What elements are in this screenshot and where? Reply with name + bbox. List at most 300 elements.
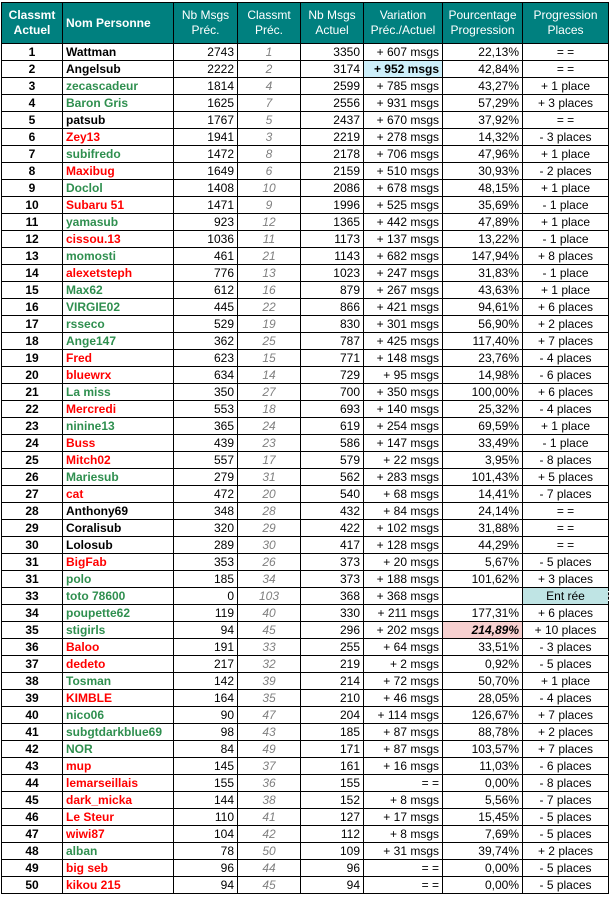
prev-msgs-cell: 1472 bbox=[174, 146, 238, 163]
cur-msgs-cell: 219 bbox=[301, 656, 364, 673]
name-cell: BigFab bbox=[63, 554, 174, 571]
pct-cell: 43,63% bbox=[443, 282, 523, 299]
name-cell: nico06 bbox=[63, 707, 174, 724]
variation-cell: + 64 msgs bbox=[364, 639, 443, 656]
cur-msgs-cell: 540 bbox=[301, 486, 364, 503]
pct-cell: 43,27% bbox=[443, 78, 523, 95]
variation-cell: + 17 msgs bbox=[364, 809, 443, 826]
prog-cell: - 4 places bbox=[523, 350, 609, 367]
table-row bbox=[2, 129, 609, 146]
rank-cell: 41 bbox=[2, 724, 63, 741]
prev-msgs-cell: 1625 bbox=[174, 95, 238, 112]
table-row bbox=[2, 503, 609, 520]
rank-cell: 14 bbox=[2, 265, 63, 282]
prog-cell: - 6 places bbox=[523, 758, 609, 775]
table-row bbox=[2, 435, 609, 452]
header-rank: Classmt Actuel bbox=[2, 3, 63, 44]
cur-msgs-cell: 185 bbox=[301, 724, 364, 741]
name-cell: alban bbox=[63, 843, 174, 860]
prev-msgs-cell: 1036 bbox=[174, 231, 238, 248]
rank-cell: 12 bbox=[2, 231, 63, 248]
prog-cell: - 5 places bbox=[523, 809, 609, 826]
variation-cell: + 68 msgs bbox=[364, 486, 443, 503]
prev-rank-cell: 1 bbox=[238, 44, 301, 61]
cur-msgs-cell: 432 bbox=[301, 503, 364, 520]
pct-cell: 147,94% bbox=[443, 248, 523, 265]
variation-cell: + 211 msgs bbox=[364, 605, 443, 622]
name-cell: subgtdarkblue69 bbox=[63, 724, 174, 741]
table-row bbox=[2, 673, 609, 690]
prog-cell: - 2 places bbox=[523, 163, 609, 180]
table-row bbox=[2, 299, 609, 316]
prog-cell: = = bbox=[523, 44, 609, 61]
rank-cell: 25 bbox=[2, 452, 63, 469]
cur-msgs-cell: 2556 bbox=[301, 95, 364, 112]
prog-cell: + 2 places bbox=[523, 316, 609, 333]
rank-cell: 13 bbox=[2, 248, 63, 265]
table-row bbox=[2, 384, 609, 401]
table-row bbox=[2, 605, 609, 622]
prev-msgs-cell: 439 bbox=[174, 435, 238, 452]
name-cell: dedeto bbox=[63, 656, 174, 673]
prev-msgs-cell: 1649 bbox=[174, 163, 238, 180]
prev-msgs-cell: 1471 bbox=[174, 197, 238, 214]
table-row bbox=[2, 231, 609, 248]
name-cell: polo bbox=[63, 571, 174, 588]
prev-rank-cell: 6 bbox=[238, 163, 301, 180]
name-cell: Subaru 51 bbox=[63, 197, 174, 214]
variation-cell: + 22 msgs bbox=[364, 452, 443, 469]
table-row bbox=[2, 707, 609, 724]
name-cell: mup bbox=[63, 758, 174, 775]
rank-cell: 37 bbox=[2, 656, 63, 673]
variation-cell: + 267 msgs bbox=[364, 282, 443, 299]
pct-cell: 5,56% bbox=[443, 792, 523, 809]
cur-msgs-cell: 562 bbox=[301, 469, 364, 486]
name-cell: Wattman bbox=[63, 44, 174, 61]
cur-msgs-cell: 373 bbox=[301, 571, 364, 588]
name-cell: lemarseillais bbox=[63, 775, 174, 792]
rank-cell: 10 bbox=[2, 197, 63, 214]
variation-cell: + 952 msgs bbox=[364, 61, 443, 78]
prev-msgs-cell: 145 bbox=[174, 758, 238, 775]
prog-cell: - 1 place bbox=[523, 265, 609, 282]
rank-cell: 17 bbox=[2, 316, 63, 333]
variation-cell: + 706 msgs bbox=[364, 146, 443, 163]
variation-cell: = = bbox=[364, 775, 443, 792]
pct-cell: 14,32% bbox=[443, 129, 523, 146]
table-row bbox=[2, 367, 609, 384]
prev-rank-cell: 49 bbox=[238, 741, 301, 758]
pct-cell: 14,41% bbox=[443, 486, 523, 503]
pct-cell: 126,67% bbox=[443, 707, 523, 724]
prog-cell: - 8 places bbox=[523, 775, 609, 792]
prev-rank-cell: 29 bbox=[238, 520, 301, 537]
pct-cell: 0,92% bbox=[443, 656, 523, 673]
prev-rank-cell: 11 bbox=[238, 231, 301, 248]
name-cell: Zey13 bbox=[63, 129, 174, 146]
rank-cell: 31 bbox=[2, 554, 63, 571]
prev-msgs-cell: 104 bbox=[174, 826, 238, 843]
name-cell: Fred bbox=[63, 350, 174, 367]
table-row bbox=[2, 401, 609, 418]
variation-cell: + 8 msgs bbox=[364, 792, 443, 809]
prev-msgs-cell: 94 bbox=[174, 877, 238, 894]
variation-cell: + 147 msgs bbox=[364, 435, 443, 452]
prev-msgs-cell: 445 bbox=[174, 299, 238, 316]
rank-cell: 4 bbox=[2, 95, 63, 112]
name-cell: stigirls bbox=[63, 622, 174, 639]
rank-cell: 7 bbox=[2, 146, 63, 163]
cur-msgs-cell: 422 bbox=[301, 520, 364, 537]
prog-cell: + 10 places bbox=[523, 622, 609, 639]
cur-msgs-cell: 879 bbox=[301, 282, 364, 299]
variation-cell: + 2 msgs bbox=[364, 656, 443, 673]
prev-msgs-cell: 623 bbox=[174, 350, 238, 367]
prev-msgs-cell: 365 bbox=[174, 418, 238, 435]
name-cell: Max62 bbox=[63, 282, 174, 299]
prev-rank-cell: 45 bbox=[238, 877, 301, 894]
variation-cell: + 31 msgs bbox=[364, 843, 443, 860]
rank-cell: 38 bbox=[2, 673, 63, 690]
pct-cell: 14,98% bbox=[443, 367, 523, 384]
table-row bbox=[2, 860, 609, 877]
table-row bbox=[2, 197, 609, 214]
cur-msgs-cell: 152 bbox=[301, 792, 364, 809]
prog-cell: - 4 places bbox=[523, 690, 609, 707]
prev-rank-cell: 5 bbox=[238, 112, 301, 129]
name-cell: cat bbox=[63, 486, 174, 503]
table-row bbox=[2, 537, 609, 554]
name-cell: toto 78600 bbox=[63, 588, 174, 605]
table-row bbox=[2, 112, 609, 129]
table-row bbox=[2, 690, 609, 707]
name-cell: KIMBLE bbox=[63, 690, 174, 707]
prev-msgs-cell: 353 bbox=[174, 554, 238, 571]
name-cell: kikou 215 bbox=[63, 877, 174, 894]
rank-cell: 26 bbox=[2, 469, 63, 486]
variation-cell: + 202 msgs bbox=[364, 622, 443, 639]
prev-rank-cell: 14 bbox=[238, 367, 301, 384]
table-row bbox=[2, 282, 609, 299]
name-cell: alexetsteph bbox=[63, 265, 174, 282]
cur-msgs-cell: 787 bbox=[301, 333, 364, 350]
table-row bbox=[2, 724, 609, 741]
prog-cell: + 7 places bbox=[523, 707, 609, 724]
prog-cell: - 5 places bbox=[523, 860, 609, 877]
name-cell: Tosman bbox=[63, 673, 174, 690]
table-row bbox=[2, 452, 609, 469]
prog-cell: = = bbox=[523, 61, 609, 78]
name-cell: Coralisub bbox=[63, 520, 174, 537]
table-row bbox=[2, 656, 609, 673]
prev-msgs-cell: 529 bbox=[174, 316, 238, 333]
cur-msgs-cell: 373 bbox=[301, 554, 364, 571]
table-row bbox=[2, 571, 609, 588]
prog-cell: + 1 place bbox=[523, 180, 609, 197]
cur-msgs-cell: 693 bbox=[301, 401, 364, 418]
variation-cell: + 301 msgs bbox=[364, 316, 443, 333]
pct-cell: 42,84% bbox=[443, 61, 523, 78]
name-cell: subifredo bbox=[63, 146, 174, 163]
prev-msgs-cell: 289 bbox=[174, 537, 238, 554]
prev-msgs-cell: 94 bbox=[174, 622, 238, 639]
variation-cell: + 421 msgs bbox=[364, 299, 443, 316]
prev-rank-cell: 10 bbox=[238, 180, 301, 197]
pct-cell: 28,05% bbox=[443, 690, 523, 707]
pct-cell: 100,00% bbox=[443, 384, 523, 401]
rank-cell: 34 bbox=[2, 605, 63, 622]
cur-msgs-cell: 330 bbox=[301, 605, 364, 622]
prev-msgs-cell: 217 bbox=[174, 656, 238, 673]
cur-msgs-cell: 94 bbox=[301, 877, 364, 894]
name-cell: Ange147 bbox=[63, 333, 174, 350]
prev-msgs-cell: 78 bbox=[174, 843, 238, 860]
rank-cell: 6 bbox=[2, 129, 63, 146]
pct-cell: 24,14% bbox=[443, 503, 523, 520]
prev-rank-cell: 103 bbox=[238, 588, 301, 605]
pct-cell: 57,29% bbox=[443, 95, 523, 112]
table-row bbox=[2, 350, 609, 367]
rank-cell: 47 bbox=[2, 826, 63, 843]
cur-msgs-cell: 109 bbox=[301, 843, 364, 860]
pct-cell: 56,90% bbox=[443, 316, 523, 333]
prog-cell: - 7 places bbox=[523, 486, 609, 503]
table-row bbox=[2, 163, 609, 180]
name-cell: Mitch02 bbox=[63, 452, 174, 469]
prev-rank-cell: 47 bbox=[238, 707, 301, 724]
rank-cell: 18 bbox=[2, 333, 63, 350]
prog-cell: - 5 places bbox=[523, 656, 609, 673]
rank-cell: 33 bbox=[2, 588, 63, 605]
table-row bbox=[2, 214, 609, 231]
variation-cell: + 20 msgs bbox=[364, 554, 443, 571]
prog-cell: + 5 places bbox=[523, 469, 609, 486]
prev-msgs-cell: 557 bbox=[174, 452, 238, 469]
variation-cell: + 87 msgs bbox=[364, 724, 443, 741]
cur-msgs-cell: 368 bbox=[301, 588, 364, 605]
cur-msgs-cell: 700 bbox=[301, 384, 364, 401]
prog-cell: + 1 place bbox=[523, 214, 609, 231]
pct-cell: 15,45% bbox=[443, 809, 523, 826]
rank-cell: 31 bbox=[2, 571, 63, 588]
prev-rank-cell: 22 bbox=[238, 299, 301, 316]
rank-cell: 44 bbox=[2, 775, 63, 792]
pct-cell: 50,70% bbox=[443, 673, 523, 690]
rank-cell: 24 bbox=[2, 435, 63, 452]
table-body bbox=[2, 44, 609, 894]
prev-msgs-cell: 320 bbox=[174, 520, 238, 537]
prev-msgs-cell: 84 bbox=[174, 741, 238, 758]
prev-rank-cell: 27 bbox=[238, 384, 301, 401]
name-cell: NOR bbox=[63, 741, 174, 758]
prev-rank-cell: 35 bbox=[238, 690, 301, 707]
name-cell: Angelsub bbox=[63, 61, 174, 78]
prev-msgs-cell: 110 bbox=[174, 809, 238, 826]
rank-cell: 11 bbox=[2, 214, 63, 231]
table-row bbox=[2, 44, 609, 61]
prog-cell: + 1 place bbox=[523, 282, 609, 299]
cur-msgs-cell: 579 bbox=[301, 452, 364, 469]
table-row bbox=[2, 622, 609, 639]
cur-msgs-cell: 866 bbox=[301, 299, 364, 316]
name-cell: Lolosub bbox=[63, 537, 174, 554]
cur-msgs-cell: 127 bbox=[301, 809, 364, 826]
cur-msgs-cell: 210 bbox=[301, 690, 364, 707]
prog-cell: + 6 places bbox=[523, 605, 609, 622]
pct-cell: 31,88% bbox=[443, 520, 523, 537]
prev-rank-cell: 43 bbox=[238, 724, 301, 741]
rank-cell: 20 bbox=[2, 367, 63, 384]
table-row bbox=[2, 758, 609, 775]
pct-cell: 0,00% bbox=[443, 860, 523, 877]
variation-cell: + 678 msgs bbox=[364, 180, 443, 197]
rank-cell: 27 bbox=[2, 486, 63, 503]
name-cell: Le Steur bbox=[63, 809, 174, 826]
table-row bbox=[2, 588, 609, 605]
name-cell: momosti bbox=[63, 248, 174, 265]
prog-cell: = = bbox=[523, 112, 609, 129]
rank-cell: 23 bbox=[2, 418, 63, 435]
table-row bbox=[2, 180, 609, 197]
rank-cell: 21 bbox=[2, 384, 63, 401]
pct-cell: 37,92% bbox=[443, 112, 523, 129]
prog-cell: - 3 places bbox=[523, 639, 609, 656]
pct-cell: 7,69% bbox=[443, 826, 523, 843]
header-prev-rank: Classmt Préc. bbox=[238, 3, 301, 44]
name-cell: big seb bbox=[63, 860, 174, 877]
cur-msgs-cell: 3350 bbox=[301, 44, 364, 61]
variation-cell: = = bbox=[364, 860, 443, 877]
table-row bbox=[2, 333, 609, 350]
cur-msgs-cell: 2599 bbox=[301, 78, 364, 95]
pct-cell: 33,49% bbox=[443, 435, 523, 452]
prog-cell: + 7 places bbox=[523, 741, 609, 758]
table-row bbox=[2, 520, 609, 537]
prog-cell: = = bbox=[523, 503, 609, 520]
variation-cell: + 368 msgs bbox=[364, 588, 443, 605]
prev-msgs-cell: 279 bbox=[174, 469, 238, 486]
table-row bbox=[2, 877, 609, 894]
table-row bbox=[2, 469, 609, 486]
prev-rank-cell: 30 bbox=[238, 537, 301, 554]
prog-cell: + 7 places bbox=[523, 333, 609, 350]
cur-msgs-cell: 2159 bbox=[301, 163, 364, 180]
table-row bbox=[2, 248, 609, 265]
name-cell: rsseco bbox=[63, 316, 174, 333]
prev-msgs-cell: 2222 bbox=[174, 61, 238, 78]
rank-cell: 29 bbox=[2, 520, 63, 537]
pct-cell: 47,89% bbox=[443, 214, 523, 231]
rank-cell: 3 bbox=[2, 78, 63, 95]
name-cell: Baloo bbox=[63, 639, 174, 656]
prev-rank-cell: 33 bbox=[238, 639, 301, 656]
variation-cell: + 425 msgs bbox=[364, 333, 443, 350]
header-cur-msgs: Nb Msgs Actuel bbox=[301, 3, 364, 44]
prog-cell: = = bbox=[523, 537, 609, 554]
table-row bbox=[2, 95, 609, 112]
pct-cell: 23,76% bbox=[443, 350, 523, 367]
rank-cell: 22 bbox=[2, 401, 63, 418]
rank-cell: 40 bbox=[2, 707, 63, 724]
rank-cell: 5 bbox=[2, 112, 63, 129]
prev-rank-cell: 17 bbox=[238, 452, 301, 469]
cur-msgs-cell: 255 bbox=[301, 639, 364, 656]
prog-cell: + 1 place bbox=[523, 673, 609, 690]
prev-msgs-cell: 923 bbox=[174, 214, 238, 231]
variation-cell: = = bbox=[364, 877, 443, 894]
prev-msgs-cell: 1408 bbox=[174, 180, 238, 197]
prev-msgs-cell: 461 bbox=[174, 248, 238, 265]
prev-rank-cell: 4 bbox=[238, 78, 301, 95]
rank-cell: 48 bbox=[2, 843, 63, 860]
pct-cell: 47,96% bbox=[443, 146, 523, 163]
prev-rank-cell: 38 bbox=[238, 792, 301, 809]
prog-cell: - 1 place bbox=[523, 231, 609, 248]
prev-rank-cell: 15 bbox=[238, 350, 301, 367]
prev-msgs-cell: 90 bbox=[174, 707, 238, 724]
prev-rank-cell: 39 bbox=[238, 673, 301, 690]
prev-msgs-cell: 155 bbox=[174, 775, 238, 792]
name-cell: poupette62 bbox=[63, 605, 174, 622]
cur-msgs-cell: 2437 bbox=[301, 112, 364, 129]
variation-cell: + 283 msgs bbox=[364, 469, 443, 486]
pct-cell: 5,67% bbox=[443, 554, 523, 571]
pct-cell: 44,29% bbox=[443, 537, 523, 554]
cur-msgs-cell: 296 bbox=[301, 622, 364, 639]
prev-rank-cell: 44 bbox=[238, 860, 301, 877]
prog-cell: + 3 places bbox=[523, 95, 609, 112]
prog-cell: + 6 places bbox=[523, 299, 609, 316]
rank-cell: 30 bbox=[2, 537, 63, 554]
prev-rank-cell: 41 bbox=[238, 809, 301, 826]
pct-cell: 33,51% bbox=[443, 639, 523, 656]
cur-msgs-cell: 729 bbox=[301, 367, 364, 384]
rank-cell: 9 bbox=[2, 180, 63, 197]
name-cell: Mercredi bbox=[63, 401, 174, 418]
name-cell: cissou.13 bbox=[63, 231, 174, 248]
rank-cell: 1 bbox=[2, 44, 63, 61]
prog-cell: - 1 place bbox=[523, 435, 609, 452]
variation-cell: + 254 msgs bbox=[364, 418, 443, 435]
variation-cell: + 188 msgs bbox=[364, 571, 443, 588]
cur-msgs-cell: 3174 bbox=[301, 61, 364, 78]
pct-cell: 0,00% bbox=[443, 775, 523, 792]
header-prog: Progression Places bbox=[523, 3, 609, 44]
prev-msgs-cell: 776 bbox=[174, 265, 238, 282]
table-row bbox=[2, 78, 609, 95]
name-cell: Anthony69 bbox=[63, 503, 174, 520]
prev-rank-cell: 32 bbox=[238, 656, 301, 673]
variation-cell: + 525 msgs bbox=[364, 197, 443, 214]
cur-msgs-cell: 1996 bbox=[301, 197, 364, 214]
prog-cell: - 6 places bbox=[523, 367, 609, 384]
name-cell: ninine13 bbox=[63, 418, 174, 435]
pct-cell bbox=[443, 588, 523, 605]
table-row bbox=[2, 741, 609, 758]
prev-rank-cell: 50 bbox=[238, 843, 301, 860]
pct-cell: 69,59% bbox=[443, 418, 523, 435]
prev-rank-cell: 36 bbox=[238, 775, 301, 792]
prev-rank-cell: 25 bbox=[238, 333, 301, 350]
pct-cell: 177,31% bbox=[443, 605, 523, 622]
table-row bbox=[2, 809, 609, 826]
prog-cell: + 8 places bbox=[523, 248, 609, 265]
rank-cell: 36 bbox=[2, 639, 63, 656]
name-cell: zecascadeur bbox=[63, 78, 174, 95]
pct-cell: 94,61% bbox=[443, 299, 523, 316]
prog-cell: + 1 place bbox=[523, 418, 609, 435]
